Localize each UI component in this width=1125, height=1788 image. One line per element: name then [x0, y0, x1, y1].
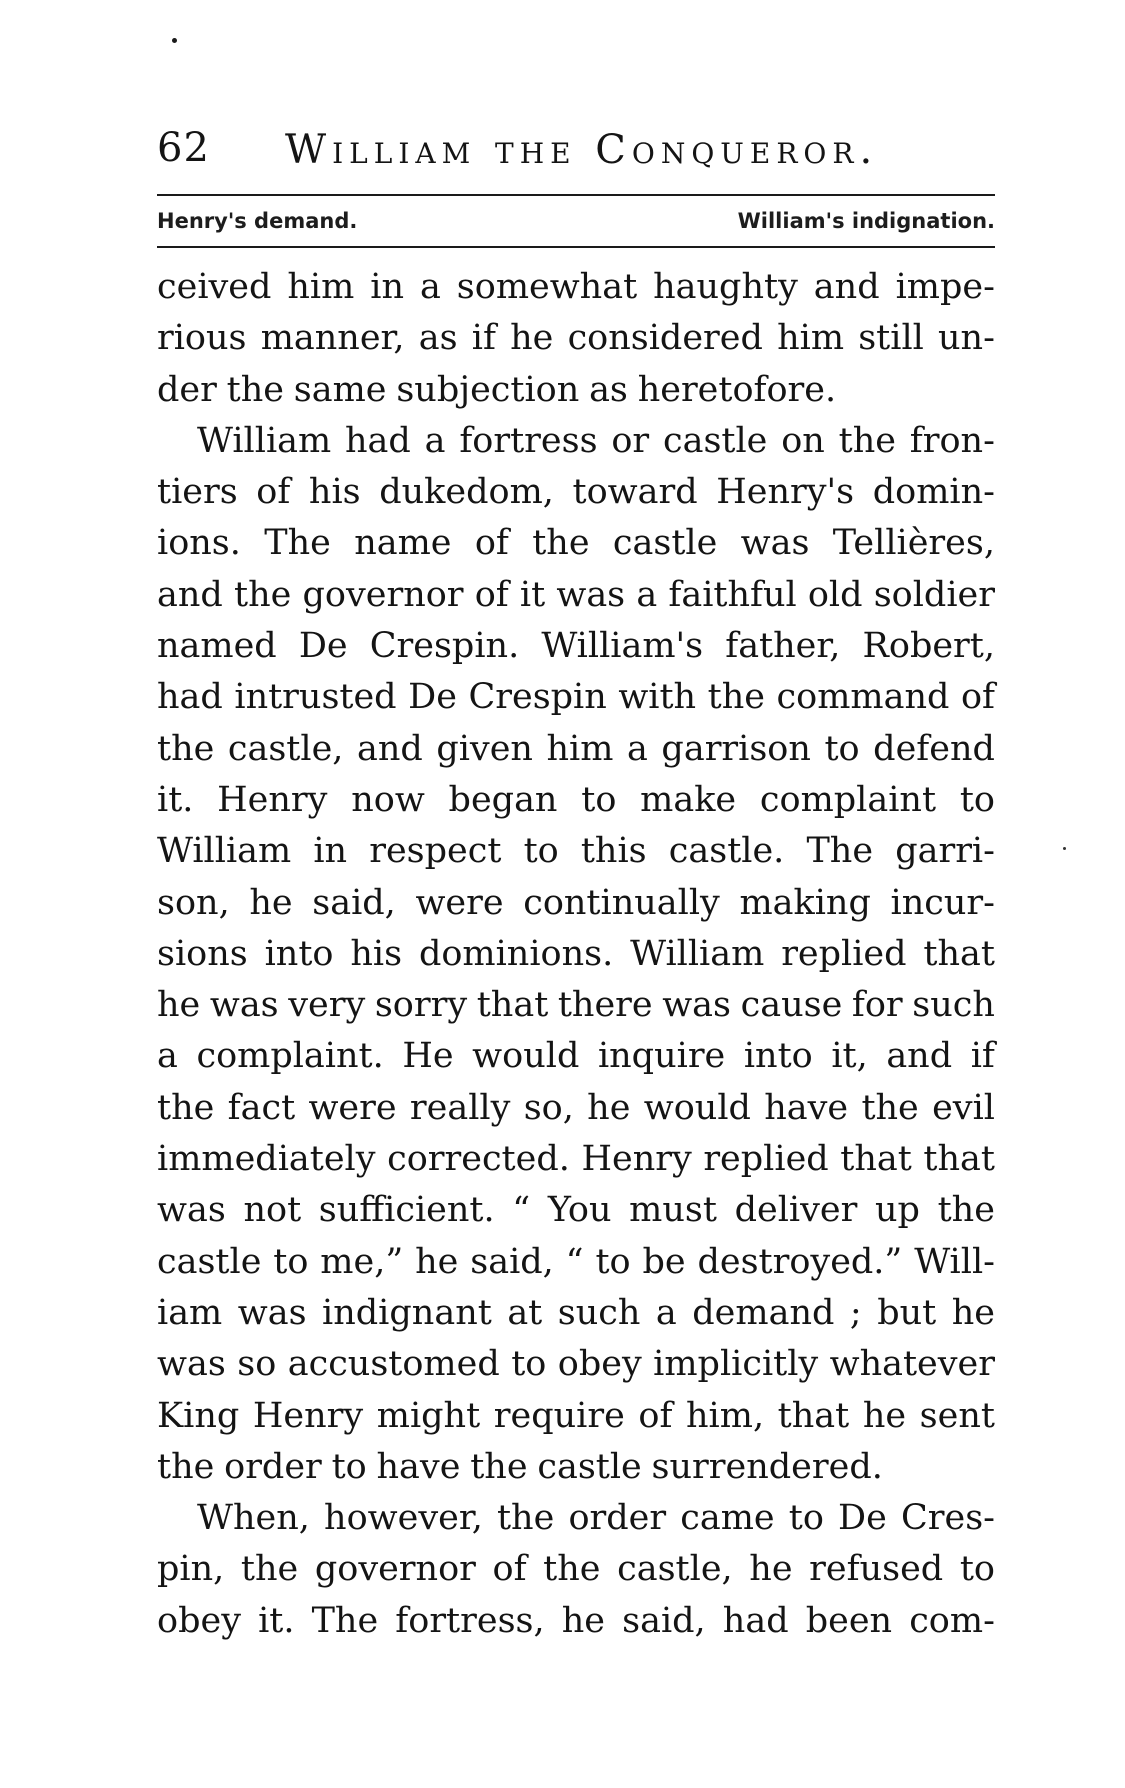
text-line: the fact were really so, he would have the evil [157, 1087, 995, 1128]
sidenote-rule [157, 246, 995, 248]
side-note-right: William's indignation. [737, 209, 995, 233]
text-line: When, however, the order came to De Cres- [197, 1498, 995, 1539]
text-line: sions into his dominions. William replied that [157, 933, 995, 974]
side-note-left: Henry's demand. [157, 209, 358, 233]
text-line: the castle, and given him a garrison to defend [157, 728, 995, 769]
page-number: 62 [157, 125, 210, 171]
text-line: William had a fortress or castle on the fron- [197, 420, 995, 461]
text-line: a complaint. He would inquire into it, and if [157, 1036, 995, 1077]
body-text [157, 262, 995, 1647]
text-line: tiers of his dukedom, toward Henry's domin- [157, 472, 995, 513]
text-line: named De Crespin. William's father, Robert, [157, 626, 995, 667]
text-line: immediately corrected. Henry replied that that [157, 1139, 995, 1180]
text-line: ceived him in a somewhat haughty and impe- [157, 267, 995, 307]
book-title: William the Conqueror. [285, 127, 879, 173]
text-line: he was very sorry that there was cause for such [157, 985, 995, 1026]
text-line: iam was indignant at such a demand ; but he [157, 1292, 995, 1333]
running-header [157, 118, 995, 178]
header-rule [157, 194, 995, 196]
text-line: der the same subjection as heretofore. [157, 369, 837, 410]
text-line: rious manner, as if he considered him still un- [157, 318, 995, 359]
text-line: was so accustomed to obey implicitly whatever [157, 1344, 995, 1385]
text-line: pin, the governor of the castle, he refused to [157, 1549, 995, 1590]
text-line: had intrusted De Crespin with the command of [157, 677, 995, 718]
text-line: castle to me,” he said, “ to be destroyed.” Will- [157, 1241, 995, 1282]
text-line: obey it. The fortress, he said, had been com- [157, 1600, 995, 1641]
text-line: it. Henry now began to make complaint to [157, 779, 995, 820]
text-line: and the governor of it was a faithful old soldier [157, 574, 995, 615]
ink-speck [1063, 847, 1066, 850]
text-line: ions. The name of the castle was Tellières, [157, 523, 995, 564]
text-line: son, he said, were continually making incur- [157, 882, 995, 923]
ink-speck [172, 38, 177, 43]
text-line: the order to have the castle surrendered. [157, 1446, 883, 1487]
text-line: was not sufficient. “ You must deliver up the [157, 1190, 995, 1231]
side-notes [157, 203, 995, 239]
text-line: William in respect to this castle. The garri- [157, 831, 995, 872]
text-line: King Henry might require of him, that he sent [157, 1395, 995, 1436]
